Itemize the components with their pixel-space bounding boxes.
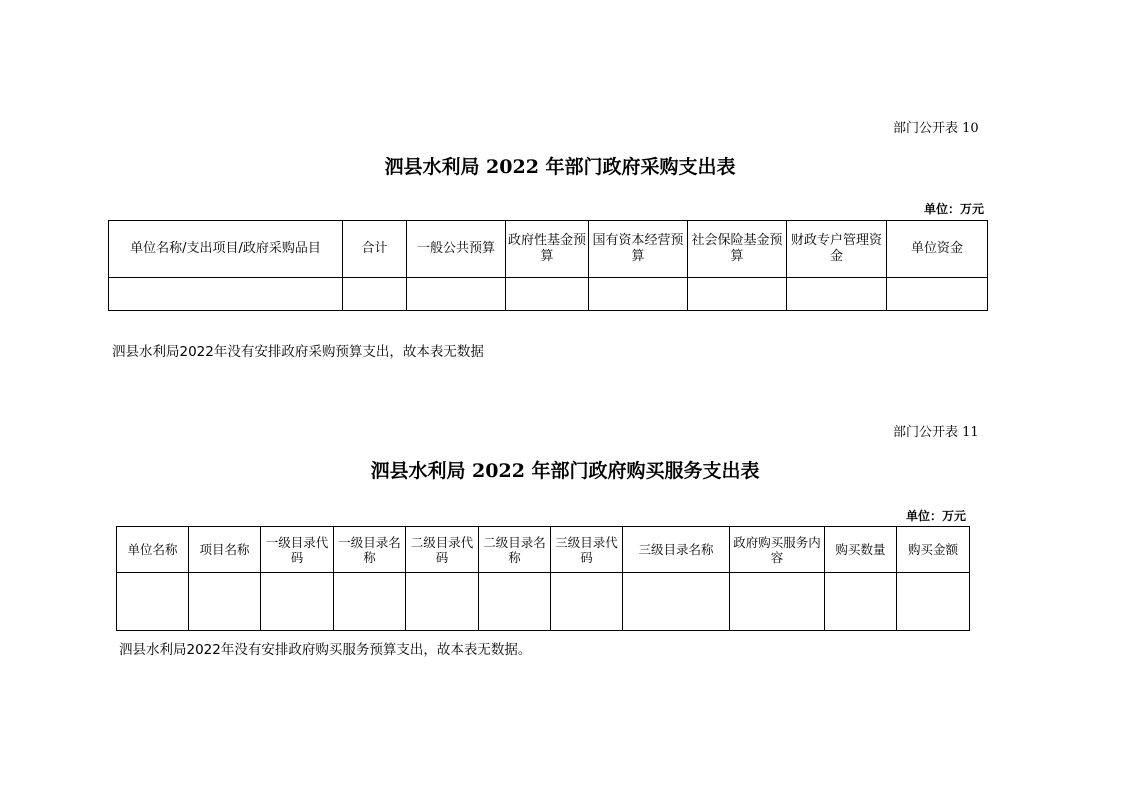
column-header: 购买金额 bbox=[897, 527, 970, 573]
column-header: 一般公共预算 bbox=[407, 221, 506, 278]
column-header: 政府购买服务内容 bbox=[730, 527, 825, 573]
column-header: 一级目录代码 bbox=[261, 527, 334, 573]
table-cell bbox=[787, 278, 887, 311]
procurement-table bbox=[108, 220, 988, 311]
table-cell bbox=[334, 573, 406, 631]
column-header: 购买数量 bbox=[825, 527, 897, 573]
table-header-row bbox=[117, 527, 970, 573]
unit-label: 单位：万元 bbox=[905, 509, 966, 523]
table-cell bbox=[343, 278, 407, 311]
column-header: 合计 bbox=[343, 221, 407, 278]
no-data-note: 泗县水利局2022年没有安排政府采购预算支出，故本表无数据 bbox=[112, 344, 484, 360]
column-header: 二级目录代码 bbox=[406, 527, 479, 573]
table-cell bbox=[589, 278, 688, 311]
page-title: 泗县水利局 2022 年部门政府购买服务支出表 bbox=[370, 460, 760, 482]
column-header: 三级目录名称 bbox=[623, 527, 730, 573]
table-cell bbox=[623, 573, 730, 631]
table-cell bbox=[730, 573, 825, 631]
column-header: 社会保险基金预算 bbox=[688, 221, 787, 278]
service-purchase-table bbox=[116, 526, 970, 631]
column-header: 二级目录名称 bbox=[479, 527, 551, 573]
column-header: 单位名称 bbox=[117, 527, 189, 573]
table-cell bbox=[261, 573, 334, 631]
table-number-label: 部门公开表 10 bbox=[893, 121, 979, 136]
table-cell bbox=[887, 278, 988, 311]
table-row bbox=[117, 573, 970, 631]
unit-label: 单位：万元 bbox=[923, 202, 984, 216]
column-header: 三级目录代码 bbox=[551, 527, 623, 573]
table-cell bbox=[479, 573, 551, 631]
table-row bbox=[109, 278, 988, 311]
table-cell bbox=[109, 278, 343, 311]
table-cell bbox=[825, 573, 897, 631]
column-header: 项目名称 bbox=[189, 527, 261, 573]
column-header: 国有资本经营预算 bbox=[589, 221, 688, 278]
column-header: 财政专户管理资金 bbox=[787, 221, 887, 278]
table-cell bbox=[688, 278, 787, 311]
column-header: 单位资金 bbox=[887, 221, 988, 278]
table-cell bbox=[407, 278, 506, 311]
table-cell bbox=[189, 573, 261, 631]
table-number-label: 部门公开表 11 bbox=[893, 425, 979, 440]
table-cell bbox=[117, 573, 189, 631]
table-cell bbox=[506, 278, 589, 311]
page-title: 泗县水利局 2022 年部门政府采购支出表 bbox=[384, 156, 736, 178]
table-header-row bbox=[109, 221, 988, 278]
column-header: 政府性基金预算 bbox=[506, 221, 589, 278]
no-data-note: 泗县水利局2022年没有安排政府购买服务预算支出，故本表无数据。 bbox=[119, 642, 532, 658]
table-cell bbox=[551, 573, 623, 631]
table-cell bbox=[897, 573, 970, 631]
column-header: 单位名称/支出项目/政府采购品目 bbox=[109, 221, 343, 278]
table-cell bbox=[406, 573, 479, 631]
column-header: 一级目录名称 bbox=[334, 527, 406, 573]
